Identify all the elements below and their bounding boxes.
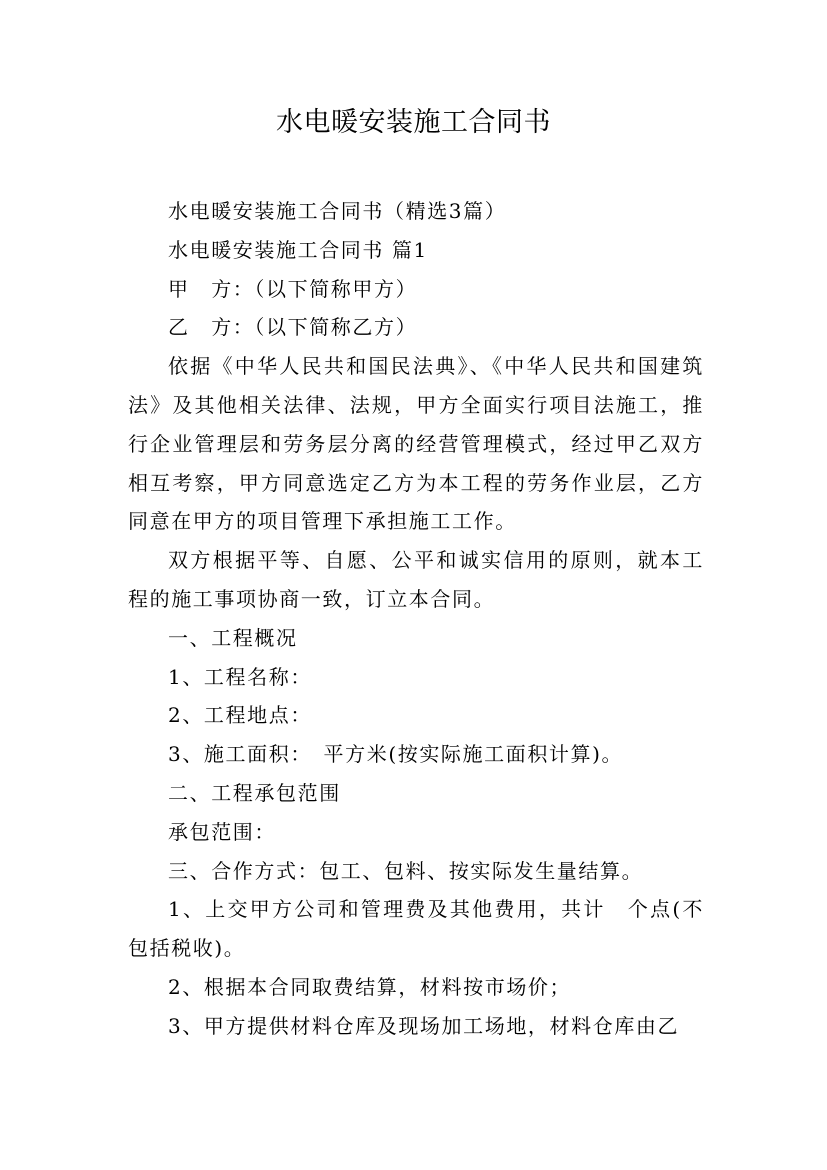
section-heading-cooperation: 三、合作方式：包工、包料、按实际发生量结算。: [168, 858, 644, 883]
document-title: 水电暖安装施工合同书: [276, 107, 551, 138]
section-heading-overview: 一、工程概况: [168, 625, 298, 650]
paragraph-subtitle: 水电暖安装施工合同书（精选3篇）: [168, 199, 507, 223]
paragraph-party-a: 甲 方：（以下简称甲方）: [168, 276, 418, 301]
paragraph-warehouse: 3、甲方提供材料仓库及现场加工场地，材料仓库由乙: [168, 1013, 680, 1038]
paragraph-part-heading: 水电暖安装施工合同书 篇1: [168, 237, 428, 262]
paragraph-legal-basis: 依据《中华人民共和国民法典》、《中华人民共和国建筑法》及其他相关法律、法规，甲方全面实行项目法施工，推行企业管理层和劳务层分离的经营管理模式，经过甲乙双方相互考察，甲方同意选定乙方为本工程的劳务作业层，乙方同意在甲方的项目管理下承担施工工作。: [128, 354, 704, 534]
paragraph-party-b: 乙 方：（以下简称乙方）: [168, 315, 418, 340]
section-heading-scope: 二、工程承包范围: [168, 780, 341, 805]
paragraph-construction-area: 3、施工面积： 平方米(按实际施工面积计算)。: [168, 742, 624, 767]
paragraph-scope: 承包范围：: [168, 819, 276, 844]
paragraph-principles: 双方根据平等、自愿、公平和诚实信用的原则，就本工程的施工事项协商一致，订立本合同。: [128, 548, 704, 611]
paragraph-project-location: 2、工程地点：: [168, 703, 312, 728]
document-body: [128, 192, 704, 1046]
paragraph-settlement: 2、根据本合同取费结算，材料按市场价；: [168, 974, 572, 999]
paragraph-project-name: 1、工程名称：: [168, 664, 312, 689]
paragraph-fees: 1、上交甲方公司和管理费及其他费用，共计 个点(不包括税收)。: [128, 897, 704, 961]
